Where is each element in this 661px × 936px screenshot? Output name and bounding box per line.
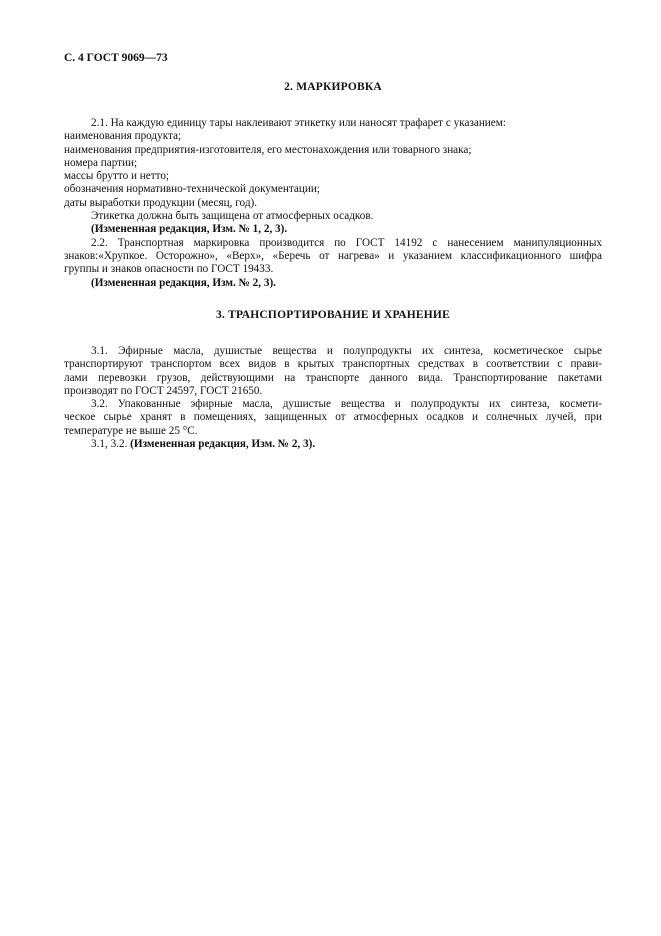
edit-note: (Измененная редакция, Изм. № 2, 3). — [130, 438, 316, 451]
list-item: обозначения нормативно-технической документации; — [64, 183, 320, 196]
list-item: наименования продукта; — [64, 130, 182, 143]
section-3-title: 3. ТРАНСПОРТИРОВАНИЕ И ХРАНЕНИЕ — [216, 309, 450, 321]
section-3-body — [64, 345, 602, 451]
clause-2-1-end: Этикетка должна быть защищена от атмосферных осадков. — [91, 210, 374, 223]
clause-3-1-line: лами перевозки грузов, действующими на транспорте данного вида. Транспортирование пакетами — [64, 371, 602, 384]
list-item: наименования предприятия-изготовителя, его местонахождения или товарного знака; — [64, 143, 472, 156]
section-2-title: 2. МАРКИРОВКА — [284, 81, 382, 93]
clause-2-2-line: 2.2. Транспортная маркировка производится по ГОСТ 14192 с нанесением манипуляционных — [91, 236, 602, 249]
clause-ref: 3.1, 3.2. — [91, 438, 128, 451]
clause-3-1-line: 3.1. Эфирные масла, душистые вещества и полупродукты их синтеза, косметическое сырье — [91, 345, 602, 357]
clause-3-1-line: транспортируют транспортом всех видов в крытых транспортных средствах в соответствии с прави- — [64, 358, 602, 371]
edit-note: (Измененная редакция, Изм. № 2, 3). — [91, 276, 276, 289]
edit-note: (Измененная редакция, Изм. № 1, 2, 3). — [91, 223, 288, 236]
clause-3-2-line: ческое сырье хранят в помещениях, защищенных от атмосферных осадков и солнечных лучей, при — [64, 411, 602, 424]
clause-2-2-line: знаков:«Хрупкое. Осторожно», «Верх», «Беречь от нагрева» и указанием классификационного шифра — [64, 249, 602, 262]
clause-3-edit — [64, 438, 602, 451]
clause-3-2-line: температуре не выше 25 °С. — [64, 424, 198, 437]
section-2-body — [64, 117, 602, 290]
clause-2-1-intro: 2.1. На каждую единицу тары наклеивают этикетку или наносят трафарет с указанием: — [91, 117, 506, 129]
list-item: массы брутто и нетто; — [64, 170, 170, 183]
list-item: номера партии; — [64, 156, 138, 169]
clause-2-2-line: группы и знаков опасности по ГОСТ 19433. — [64, 263, 274, 276]
page-header: С. 4 ГОСТ 9069—73 — [64, 52, 168, 64]
clause-3-2-line: 3.2. Упакованные эфирные масла, душистые вещества и полупродукты их синтеза, космети- — [91, 398, 602, 411]
clause-3-1-line: производят по ГОСТ 24597, ГОСТ 21650. — [64, 384, 263, 397]
list-item: даты выработки продукции (месяц, год). — [64, 196, 258, 209]
